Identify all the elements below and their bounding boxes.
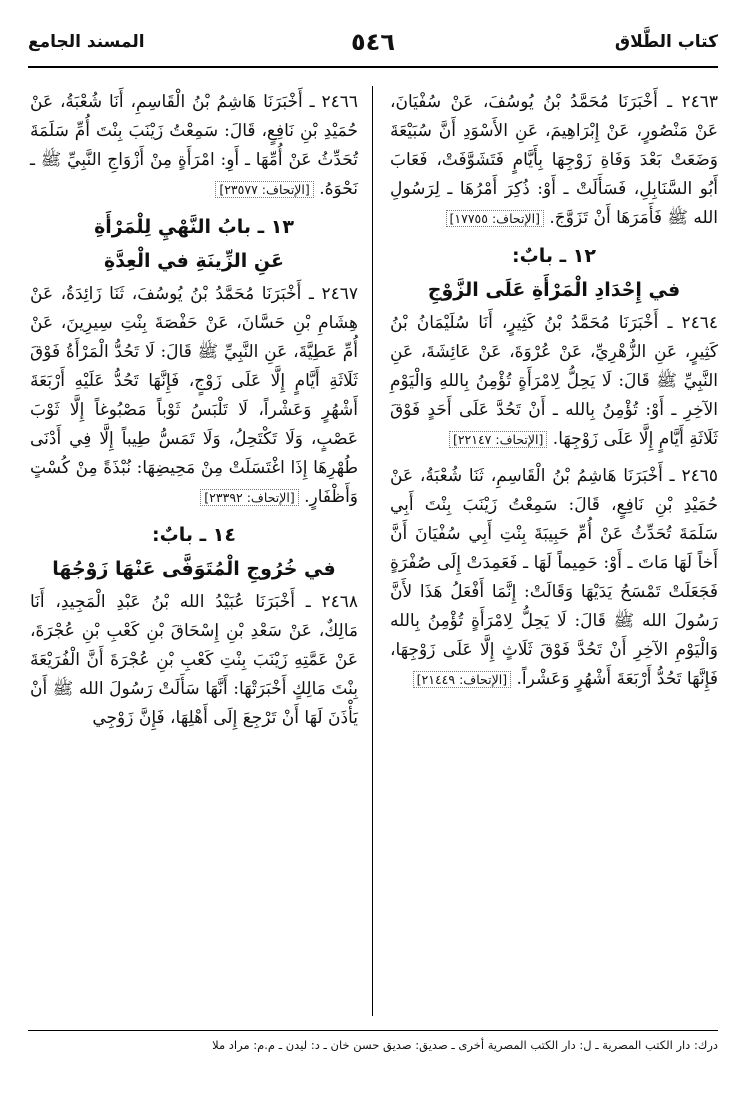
chapter-13-title: ١٣ ـ بابُ النَّهْيِ لِلْمَرْأَةِ [94,216,294,238]
chapter-14-title: ١٤ ـ بابٌ: [152,524,236,546]
left-column [30,88,358,733]
ref-2463: [الإتحاف: ١٧٧٥٥] [446,210,544,227]
page-number: ٥٤٦ [351,28,395,56]
work-title: المسند الجامع [28,32,145,52]
column-separator [372,86,373,1016]
hadith-2468-text: ٢٤٦٨ ـ أَخْبَرَنَا عُبَيْدُ الله بْنُ عَبْدِ الْمَجِيدِ، أَنَا مَالِكٌ، عَنْ سَعْدِ بْنِ إِسْحَاقَ بْنِ كَعْبِ بْنِ عُجْرَةَ، عَنْ عَمَّتِهِ زَيْنَبَ بِنْتِ كَعْبِ بْنِ عُجْرَةَ أَنَّ الْفُرَيْعَةَ بِنْتَ مَالِكٍ أَخْبَرَتْهَا: أَنَّهَا سَأَلَتْ رَسُولَ الله ﷺ أَنْ يَأْذَنَ لَهَا أَنْ تَرْجِعَ إِلَى أَهْلِهَا، فَإِنَّ زَوْجِي [30,592,358,728]
hadith-2463 [390,88,718,233]
chapter-12-heading [390,239,718,307]
hadith-2467 [30,280,358,512]
chapter-12-title: ١٢ ـ بابٌ: [512,245,596,267]
footer-rule [28,1030,718,1031]
hadith-2463-text: ٢٤٦٣ ـ أَخْبَرَنَا مُحَمَّدُ بْنُ يُوسُفَ، عَنْ سُفْيَانَ، عَنْ مَنْصُورٍ، عَنْ إِبْرَاهِيمَ، عَنِ الأَسْوَدِ أَنَّ سُبَيْعَةَ وَضَعَتْ بَعْدَ وَفَاةِ زَوْجِهَا بِأَيَّامٍ فَتَشَوَّفَتْ، فَعَابَ أَبُو السَّنَابِلِ، فَسَأَلَتْ ـ أَوْ: ذُكِرَ أَمْرُهَا ـ لِرَسُولِ الله ﷺ فَأَمَرَهَا أَنْ تَزَوَّجَ. [390,92,718,228]
ref-2467: [الإتحاف: ٢٣٣٩٢] [200,489,298,506]
hadith-2465 [390,462,718,694]
book-title: كتاب الطَّلاق [614,32,718,52]
ref-2464: [الإتحاف: ٢٢١٤٧] [449,431,547,448]
hadith-2464 [390,309,718,454]
hadith-2466 [30,88,358,204]
hadith-2467-text: ٢٤٦٧ ـ أَخْبَرَنَا مُحَمَّدُ بْنُ يُوسُفَ، ثَنَا زَائِدَةُ، عَنْ هِشَامِ بْنِ حَسَّانَ، عَنْ حَفْصَةَ بِنْتِ سِيرِينَ، عَنْ أُمِّ عَطِيَّةَ، عَنِ النَّبِيِّ ﷺ قَالَ: لَا تَحُدُّ الْمَرْأَةُ فَوْقَ ثَلَاثَةِ أَيَّامٍ إِلَّا عَلَى زَوْجٍ، فَإِنَّهَا تَحُدُّ عَلَيْهِ أَرْبَعَةَ أَشْهُرٍ وَعَشْراً، لَا تَلْبَسُ ثَوْباً مَصْبُوغاً إِلَّا ثَوْبَ عَصْبٍ، وَلَا تَكْتَحِلُ، وَلَا تَمَسُّ طِيباً إِلَّا فِي أَدْنَى طُهْرِهَا إِذَا اغْتَسَلَتْ مِنْ مَحِيضِهَا: نُبْذَةً مِنْ كُسْتٍ وَأَظْفَارٍ. [30,284,358,507]
footer-sigla: درك: دار الكتب المصرية ـ ل: دار الكتب المصرية أخرى ـ صديق: صديق حسن خان ـ د: ليدن ـ م.م: مراد ملا [212,1038,718,1052]
chapter-14-heading [30,518,358,586]
chapter-13-heading [30,210,358,278]
chapter-13-subtitle: عَنِ الزِّينَةِ في الْعِدَّةِ [103,250,285,272]
chapter-14-subtitle: في خُرُوجِ الْمُتَوَفَّى عَنْهَا زَوْجُهَا [52,558,336,580]
ref-2465: [الإتحاف: ٢١٤٤٩] [413,671,511,688]
header-rule [28,66,718,68]
hadith-2468 [30,588,358,733]
hadith-2466-text: ٢٤٦٦ ـ أَخْبَرَنَا هَاشِمُ بْنُ الْقَاسِمِ، أَنَا شُعْبَةُ، عَنْ حُمَيْدِ بْنِ نَافِعٍ، قَالَ: سَمِعْتُ زَيْنَبَ بِنْتَ أُمِّ سَلَمَةَ تُحَدِّثُ عَنْ أُمِّهَا ـ أَوِ: امْرَأَةٍ مِنْ أَزْوَاجِ النَّبِيِّ ﷺ ـ نَحْوَهُ. [30,92,358,199]
hadith-2465-text: ٢٤٦٥ ـ أَخْبَرَنَا هَاشِمُ بْنُ الْقَاسِمِ، ثَنَا شُعْبَةُ، عَنْ حُمَيْدِ بْنِ نَافِعٍ، قَالَ: سَمِعْتُ زَيْنَبَ بِنْتَ أَبِي سَلَمَةَ تُحَدِّثُ عَنْ أُمِّ حَبِيبَةَ بِنْتِ أَبِي سُفْيَانَ أَنَّ أَخاً لَهَا مَاتَ ـ أَوْ: حَمِيماً لَهَا ـ فَعَمِدَتْ إِلَى صُفْرَةٍ فَجَعَلَتْ تَمْسَحُ يَدَيْهَا وَقَالَتْ: إِنَّمَا أَفْعَلُ هَذَا لأَنَّ رَسُولَ الله ﷺ قَالَ: لَا يَحِلُّ لِامْرَأَةٍ تُؤْمِنُ بِالله وَالْيَوْمِ الآخِرِ أَنْ تَحُدَّ فَوْقَ ثَلَاثٍ إِلَّا عَلَى زَوْجِهَا، فَإِنَّهَا تَحُدُّ أَرْبَعَةَ أَشْهُرٍ وَعَشْراً. [390,466,718,689]
ref-2466: [الإتحاف: ٢٣٥٧٧] [215,181,313,198]
hadith-2464-text: ٢٤٦٤ ـ أَخْبَرَنَا مُحَمَّدُ بْنُ كَثِيرٍ، أَنَا سُلَيْمَانُ بْنُ كَثِيرٍ، عَنِ الزُّهْرِيِّ، عَنْ عُرْوَةَ، عَنْ عَائِشَةَ، عَنِ النَّبِيِّ ﷺ قَالَ: لَا يَحِلُّ لِامْرَأَةٍ تُؤْمِنُ بِاللهِ وَالْيَوْمِ الآخِرِ ـ أَوْ: تُؤْمِنُ بِالله ـ أَنْ تَحُدَّ عَلَى أَحَدٍ فَوْقَ ثَلَاثَةِ أَيَّامٍ إِلَّا عَلَى زَوْجِهَا. [390,313,718,449]
page-header [28,28,718,66]
right-column [390,88,718,694]
chapter-12-subtitle: في إِحْدَادِ الْمَرْأَةِ عَلَى الزَّوْجِ [427,279,681,301]
